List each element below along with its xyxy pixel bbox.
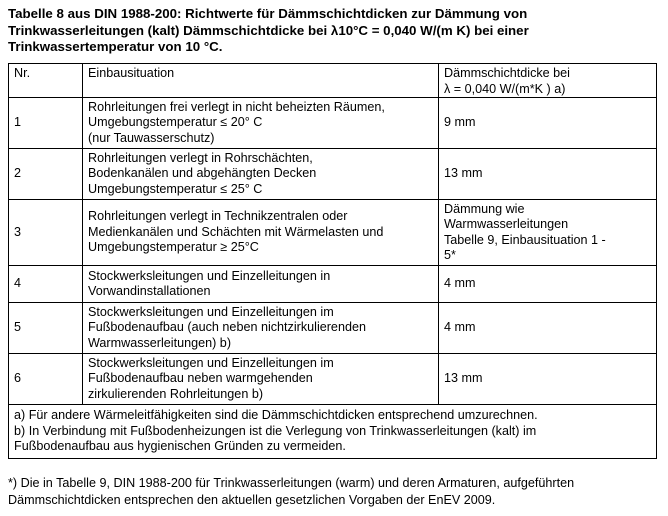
row-nr: 4 — [9, 266, 83, 303]
row-nr: 3 — [9, 200, 83, 266]
table-notes — [9, 405, 657, 459]
row-situation: Rohrleitungen verlegt in Rohrschächten, Bodenkanälen und abgehängten Decken Umgebungstemperatur ≤ 25° C — [83, 149, 439, 200]
table-row — [9, 354, 657, 405]
header-situation: Einbausituation — [83, 64, 439, 98]
row-nr: 1 — [9, 98, 83, 149]
row-nr: 6 — [9, 354, 83, 405]
header-row — [9, 64, 657, 98]
title-line: Trinkwassertemperatur von 10 °C. — [8, 39, 223, 54]
row-situation: Stockwerksleitungen und Einzelleitungen in Vorwandinstallationen — [83, 266, 439, 303]
footnote — [8, 475, 663, 509]
table-row — [9, 149, 657, 200]
row-situation: Stockwerksleitungen und Einzelleitungen im Fußbodenaufbau neben warmgehenden zirkulierenden Rohrleitungen b) — [83, 354, 439, 405]
table-row — [9, 98, 657, 149]
header-nr: Nr. — [9, 64, 83, 98]
row-thickness: 9 mm — [439, 98, 657, 149]
row-thickness: 4 mm — [439, 266, 657, 303]
note-line: b) In Verbindung mit Fußbodenheizungen ist die Verlegung von Trinkwasserleitungen (kalt) im — [14, 423, 537, 438]
footnote-line: Dämmschichtdicken entsprechen den aktuellen gesetzlichen Vorgaben der EnEV 2009. — [8, 493, 496, 507]
row-situation: Rohrleitungen verlegt in Technikzentralen oder Medienkanälen und Schächten mit Wärmelasten und Umgebungstemperatur ≥ 25°C — [83, 200, 439, 266]
title-line: Tabelle 8 aus DIN 1988-200: Richtwerte für Dämmschichtdicken zur Dämmung von — [8, 6, 528, 21]
insulation-table — [8, 63, 657, 459]
row-situation: Stockwerksleitungen und Einzelleitungen im Fußbodenaufbau (auch neben nichtzirkulierenden Warmwasserleitungen) b) — [83, 303, 439, 354]
note-line: a) Für andere Wärmeleitfähigkeiten sind die Dämmschichtdicken entsprechend umzurechnen. — [14, 408, 538, 423]
table-row — [9, 200, 657, 266]
row-thickness: Dämmung wie Warmwasserleitungen Tabelle 9, Einbausituation 1 - 5* — [439, 200, 657, 266]
notes-row — [9, 405, 657, 459]
header-thickness: Dämmschichtdicke bei λ = 0,040 W/(m*K ) a) — [439, 64, 657, 98]
table-title — [8, 6, 658, 56]
table-row — [9, 266, 657, 303]
row-thickness: 13 mm — [439, 149, 657, 200]
row-thickness: 13 mm — [439, 354, 657, 405]
row-thickness: 4 mm — [439, 303, 657, 354]
row-situation: Rohrleitungen frei verlegt in nicht beheizten Räumen, Umgebungstemperatur ≤ 20° C (nur Tauwasserschutz) — [83, 98, 439, 149]
note-line: Fußbodenaufbau aus hygienischen Gründen zu vermeiden. — [14, 439, 346, 454]
footnote-line: *) Die in Tabelle 9, DIN 1988-200 für Trinkwasserleitungen (warm) und deren Armaturen, aufgeführten — [8, 476, 575, 490]
title-line: Trinkwasserleitungen (kalt) Dämmschichtdicke bei λ10°C = 0,040 W/(m K) bei einer — [8, 22, 529, 38]
table-row — [9, 303, 657, 354]
row-nr: 2 — [9, 149, 83, 200]
row-nr: 5 — [9, 303, 83, 354]
